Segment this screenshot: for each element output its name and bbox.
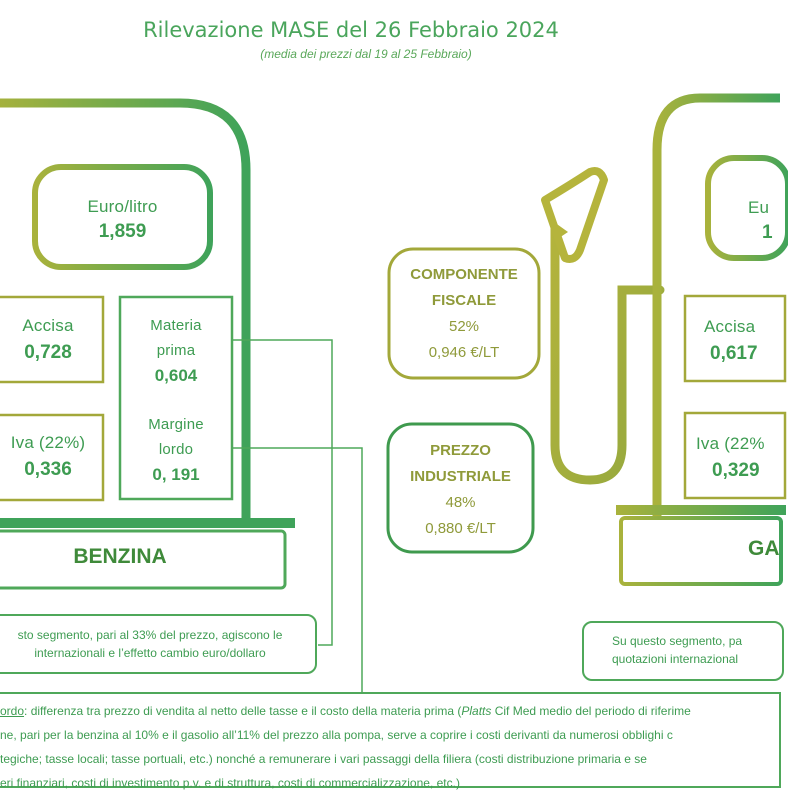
prezzo-industriale-value: 0,880 €/LT [425,520,496,537]
gasolio-price-label: Eu [748,198,770,217]
footer-line-3: tegiche; tasse locali; tasse portuali, etc.) nonché a remunerare i vari passaggi della filiera (costi distribuzione primaria e se [0,752,647,766]
benzina-price [35,197,210,243]
footer-line1-a: : differenza tra prezzo di vendita al netto delle tasse e il costo della materia prima ( [24,704,462,718]
page-title: Rilevazione MASE del 26 Febbraio 2024 [143,18,559,42]
gasolio-price-value: 1 [762,222,773,243]
componente-fiscale-label-2: FISCALE [431,292,497,309]
footer-line-2: ne, pari per la benzina al 10% e il gasolio all’11% del prezzo alla pompa, serve a coprire i costi derivanti da numerosi obblighi c [0,728,673,742]
benzina-note [0,626,300,662]
benzina-note-line2: internazionali e l’effetto cambio euro/dollaro [34,646,266,660]
gasolio-iva [696,434,768,482]
footer-term: ordo [0,704,25,718]
benzina-accisa-value: 0,728 [24,342,72,363]
prezzo-industriale-label-2: INDUSTRIALE [410,468,511,485]
gasolio-note [612,632,782,668]
gasolio-iva-label: Iva (22% [696,434,765,453]
benzina-iva [0,433,96,481]
componente-fiscale-percent: 52% [448,318,480,335]
gasolio-note-line1: Su questo segmento, pa [612,634,743,648]
benzina-materia-label-2: prima [156,342,196,359]
footer-line-4: eri finanziari, costi di investimento p.v. e di struttura, costi di commercializzazione, etc.) [0,776,460,790]
gasolio-iva-value: 0,329 [712,460,760,481]
benzina-iva-label: Iva (22%) [10,433,86,452]
page-subtitle: (media dei prezzi dal 19 al 25 Febbraio) [260,47,472,61]
benzina-price-value: 1,859 [98,221,147,242]
benzina-name: BENZINA [73,545,167,568]
benzina-margine-label-1: Margine [148,416,204,433]
prezzo-industriale-percent: 48% [445,494,476,511]
benzina-price-label: Euro/litro [87,197,158,216]
gasolio-accisa [704,317,768,365]
componente-fiscale-value: 0,946 €/LT [428,344,500,361]
prezzo-industriale-label-1: PREZZO [430,442,491,459]
componente-fiscale-label-1: COMPONENTE [410,266,518,283]
gasolio-price [748,198,788,244]
benzina-margine-label-2: lordo [158,441,194,458]
gasolio-note-line2: quotazioni internazional [612,652,739,666]
benzina-note-line1: sto segmento, pari al 33% del prezzo, agiscono le [17,628,283,642]
benzina-margine [120,412,232,487]
benzina-pump-base-top [0,518,295,528]
benzina-materia-label-1: Materia [150,317,202,334]
footer-platts: Platts [461,704,492,718]
footer-line-1 [0,699,768,723]
gasolio-accisa-value: 0,617 [710,343,758,364]
benzina-margine-value: 0, 191 [152,465,200,484]
benzina-iva-value: 0,336 [24,459,72,480]
benzina-accisa-label: Accisa [22,316,74,335]
benzina-materia [120,313,232,388]
gasolio-name: GA [748,537,780,560]
footer-text [0,699,768,795]
prezzo-industriale [388,438,533,542]
footer-line1-b: Cif Med medio del periodo di riferime [491,704,691,718]
gasolio-pump-base-top [616,505,786,515]
gasolio-accisa-label: Accisa [704,317,756,336]
benzina-materia-value: 0,604 [154,366,198,385]
componente-fiscale [389,262,539,366]
benzina-accisa [0,316,96,364]
